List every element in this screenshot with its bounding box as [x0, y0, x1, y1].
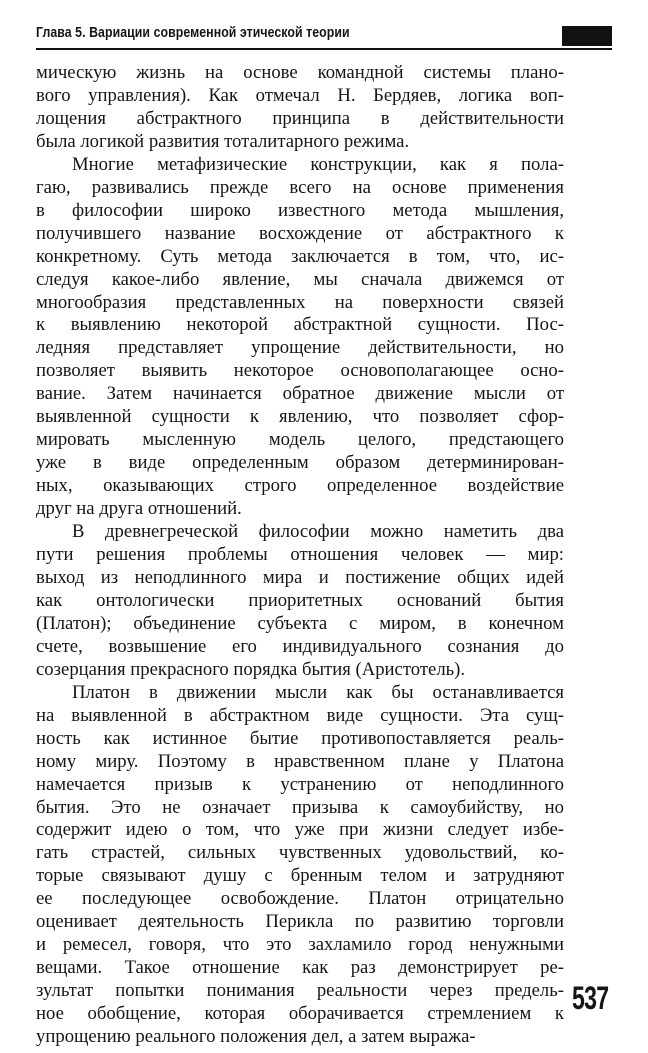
text-line: выявленной сущности к явлению, что позволяет сфор- [36, 406, 564, 428]
paragraph [36, 154, 564, 521]
text-line: содержит идею о том, что уже при жизни следует избе- [36, 819, 564, 841]
text-line: созерцания прекрасного порядка бытия (Аристотель). [36, 658, 466, 680]
text-line: многообразия представленных на поверхности связей [36, 291, 564, 313]
text-line: следуя какое-либо явление, мы сначала движемся от [36, 268, 564, 290]
body-text [36, 62, 564, 1049]
paragraph [36, 62, 564, 154]
text-line: как онтологически приоритетных оснований бытия [36, 589, 564, 611]
text-line: выход из неподлинного мира и постижение общих идей [36, 566, 564, 588]
text-line: ных, оказывающих строго определенное воздействие [36, 475, 564, 497]
text-line: конкретному. Суть метода заключается в том, что, ис- [36, 245, 564, 267]
text-line: вание. Затем начинается обратное движение мысли от [36, 383, 564, 405]
text-line: ное обобщение, которая оборачивается стремлением к [36, 1003, 564, 1025]
text-line: уже в виде определенным образом детерминирован- [36, 452, 564, 474]
text-line: бытия. Это не означает призыва к самоубийству, но [36, 796, 564, 818]
text-line: и ремесел, говоря, что это захламило город ненужными [36, 934, 564, 956]
text-line: получившего название восхождение от абстрактного к [36, 222, 564, 244]
text-line: (Платон); объединение субъекта с миром, в конечном [36, 612, 564, 634]
text-line: торые связывают душу с бренным телом и затрудняют [36, 865, 564, 887]
text-line: вещами. Такое отношение как раз демонстрирует ре- [36, 957, 564, 979]
text-line: В древнегреческой философии можно наметить два [72, 521, 564, 543]
text-line: была логикой развития тоталитарного режима. [36, 130, 410, 152]
page-number: 537 [572, 980, 609, 1016]
running-head: Глава 5. Вариации современной этической теории [36, 24, 350, 41]
text-line: пути решения проблемы отношения человек — мир: [36, 544, 564, 566]
text-line: мировать мысленную модель целого, предстающего [36, 429, 564, 451]
text-line: оценивает деятельность Перикла по развитию торговли [36, 911, 564, 933]
text-line: намечается призыв к устранению от неподлинного [36, 773, 564, 795]
paragraph [36, 682, 564, 1049]
text-line: на выявленной в абстрактном виде сущности. Эта сущ- [36, 704, 564, 726]
text-line: лощения абстрактного принципа в действительности [36, 107, 564, 129]
text-line: вого управления). Как отмечал Н. Бердяев, логика воп- [36, 84, 564, 106]
text-line: зультат попытки понимания реальности через предель- [36, 980, 564, 1002]
text-line: к выявлению некоторой абстрактной сущности. Пос- [36, 314, 564, 336]
text-line: счете, возвышение его индивидуального сознания до [36, 635, 564, 657]
text-line: Платон в движении мысли как бы останавливается [72, 681, 564, 703]
text-line: в философии широко известного метода мышления, [36, 199, 564, 221]
text-line: ность как истинное бытие противопоставляется реаль- [36, 727, 564, 749]
text-line: ледняя представляет упрощение действительности, но [36, 337, 564, 359]
text-line: гать страстей, сильных чувственных удовольствий, ко- [36, 842, 564, 864]
text-line: упрощению реального положения дел, а затем выража- [36, 1026, 476, 1048]
text-line: Многие метафизические конструкции, как я пола- [72, 153, 564, 175]
text-line: друг на друга отношений. [36, 498, 242, 520]
page-header [36, 22, 612, 50]
paragraph [36, 521, 564, 682]
text-line: ее последующее освобождение. Платон отрицательно [36, 888, 564, 910]
text-line: позволяет выявить некоторое основополагающее осно- [36, 360, 564, 382]
header-black-bar [562, 26, 612, 46]
text-line: ному миру. Поэтому в нравственном плане у Платона [36, 750, 564, 772]
text-line: гаю, развивались прежде всего на основе применения [36, 176, 564, 198]
text-line: мическую жизнь на основе командной системы плано- [36, 62, 564, 83]
